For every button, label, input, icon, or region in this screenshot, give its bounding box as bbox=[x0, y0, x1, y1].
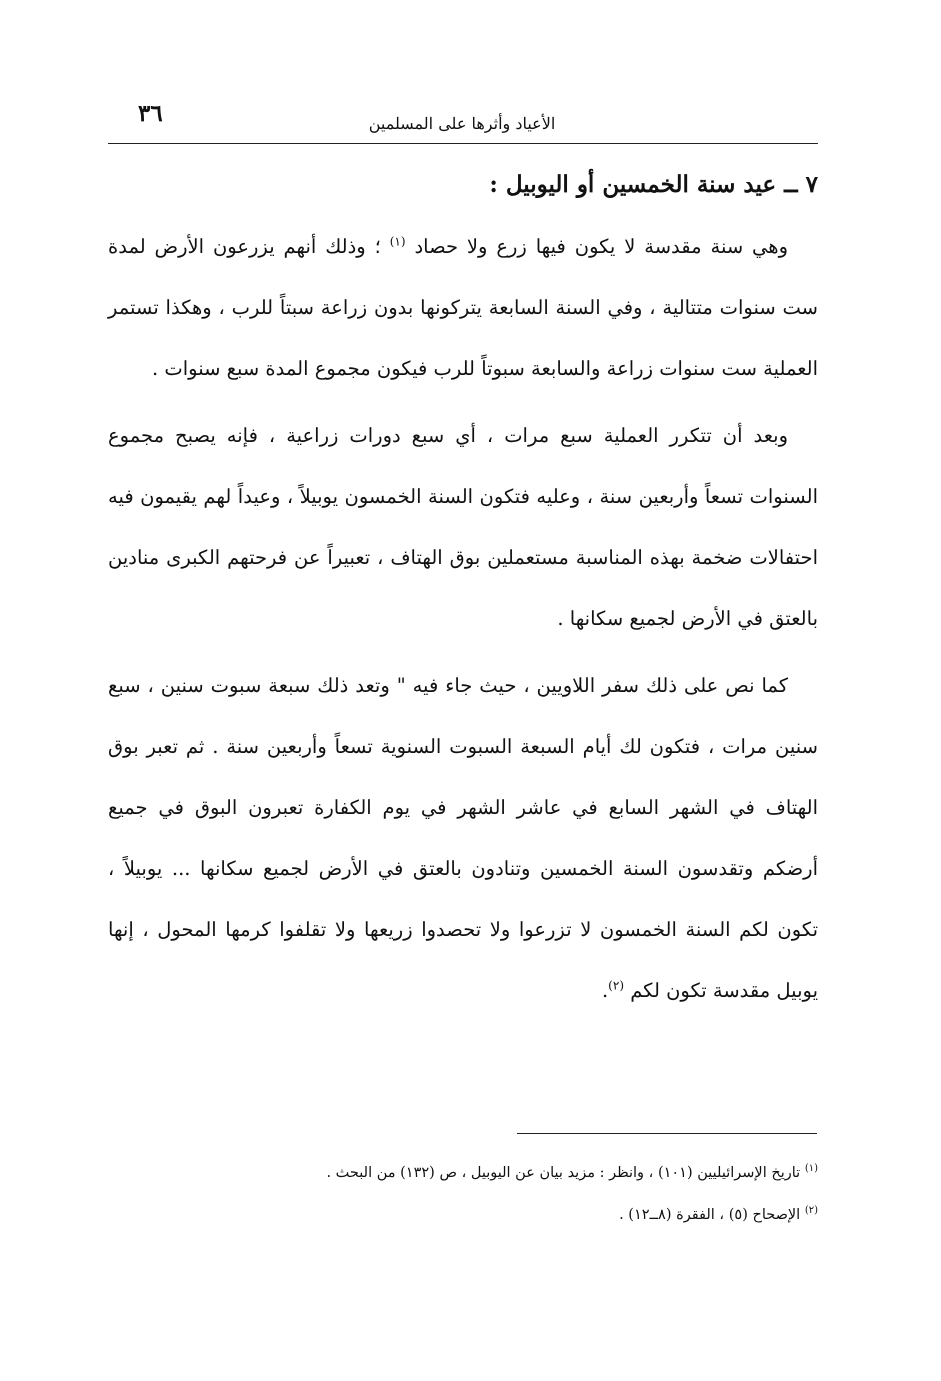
footnote-ref-2[interactable]: (٢) bbox=[608, 978, 624, 993]
running-title: الأعياد وأثرها على المسلمين bbox=[368, 114, 556, 133]
footnote-mark: (٢) bbox=[804, 1204, 818, 1216]
footnote-text: تاريخ الإسرائيليين (١٠١) ، وانظر : مزيد بيان عن اليوبيل ، ص (١٣٢) من البحث . bbox=[326, 1164, 801, 1181]
footnote-mark: (١) bbox=[804, 1163, 818, 1174]
footnote-item bbox=[200, 1192, 818, 1234]
page-header bbox=[108, 100, 816, 142]
footnote-divider bbox=[517, 1133, 817, 1134]
section-heading: ٧ ــ عيد سنة الخمسين أو اليوبيل : bbox=[489, 171, 818, 198]
paragraph-3-text: كما نص على ذلك سفر اللاويين ، حيث جاء فيه " وتعد ذلك سبعة سبوت سنين ، سبع سنين مرات ، فتكون لك أيام السبعة السبوت السنوية تسعاً وأربعين سنة . ثم تعبر بوق الهتاف في الشهر السابع في عاشر الشهر في يوم الكفارة تعبرون البوق في جميع أرضكم وتقدسون السنة الخمسين وتنادون بالعتق في الأرض لجميع سكانها ... يوبيلاً ، تكون لكم السنة الخمسون لا تزرعوا ولا تحصدوا زريعها ولا تقلفوا كرمها المحول ، إنها يوبيل مقدسة تكون لكم bbox=[108, 674, 818, 1002]
paragraph-1-text-b: ؛ وذلك أنهم يزرعون الأرض لمدة ست سنوات متتالية ، وفي السنة السابعة يتركونها بدون زراعة سبتاً للرب ، وهكذا تستمر العملية ست سنوات زراعة والسابعة سبوتاً للرب فيكون مجموع المدة سبع سنوات . bbox=[108, 235, 818, 380]
paragraph-1 bbox=[108, 216, 818, 399]
paragraph-2 bbox=[108, 405, 818, 649]
paragraph-1-text-a: وهي سنة مقدسة لا يكون فيها زرع ولا حصاد bbox=[414, 235, 789, 258]
footnote-text: الإصحاح (٥) ، الفقرة (٨ــ١٢) . bbox=[619, 1206, 801, 1223]
footnote-item bbox=[200, 1150, 818, 1192]
paragraph-2-text: وبعد أن تتكرر العملية سبع مرات ، أي سبع دورات زراعية ، فإنه يصبح مجموع السنوات تسعاً وأربعين سنة ، وعليه فتكون السنة الخمسون يوبيلاً ، وعيداً لهم يقيمون فيه احتفالات ضخمة بهذه المناسبة مستعملين بوق الهتاف ، تعبيراً عن فرحتهم الكبرى منادين بالعتق في الأرض لجميع سكانها . bbox=[108, 424, 818, 630]
main-content bbox=[108, 160, 818, 1027]
page-number: ٣٦ bbox=[138, 100, 163, 127]
footnotes bbox=[200, 1150, 818, 1234]
paragraph-3 bbox=[108, 655, 818, 1021]
header-divider bbox=[108, 143, 818, 144]
footnote-ref-1[interactable]: (١) bbox=[389, 234, 406, 249]
paragraph-3-end: . bbox=[601, 979, 609, 1002]
